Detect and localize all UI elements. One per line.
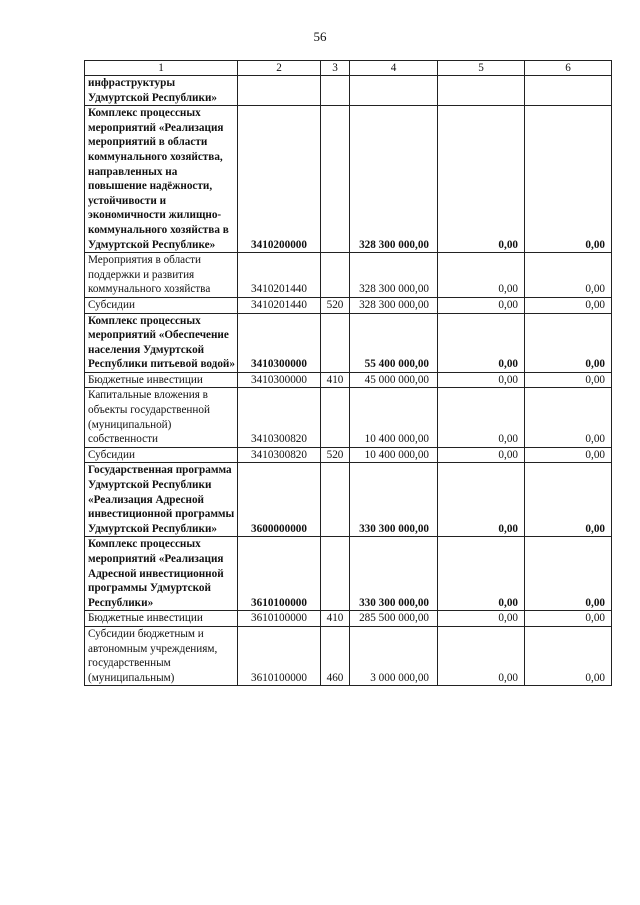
row-expense-type: 410 (321, 372, 350, 388)
row-name: Мероприятия в области поддержки и развития коммунального хозяйства (85, 253, 238, 298)
row-expense-type: 520 (321, 447, 350, 463)
header-col-1: 1 (85, 61, 238, 76)
row-amount-col4: 330 300 000,00 (350, 463, 438, 537)
row-name: инфраструктуры Удмуртской Республики» (85, 76, 238, 106)
row-amount-col5 (438, 76, 525, 106)
row-amount-col4: 328 300 000,00 (350, 297, 438, 313)
row-code: 3610100000 (238, 626, 321, 685)
row-expense-type (321, 388, 350, 447)
table-row (85, 388, 612, 447)
row-amount-col5: 0,00 (438, 626, 525, 685)
table-row (85, 372, 612, 388)
row-name: Государственная программа Удмуртской Республики «Реализация Адресной инвестиционной программы Удмуртской Республики» (85, 463, 238, 537)
row-name: Бюджетные инвестиции (85, 611, 238, 627)
table-row (85, 106, 612, 253)
row-name: Субсидии (85, 447, 238, 463)
header-col-3: 3 (321, 61, 350, 76)
row-amount-col4: 285 500 000,00 (350, 611, 438, 627)
row-code: 3410300820 (238, 388, 321, 447)
row-amount-col4 (350, 76, 438, 106)
row-expense-type (321, 463, 350, 537)
row-name: Субсидии (85, 297, 238, 313)
row-name: Комплекс процессных мероприятий «Реализация Адресной инвестиционной программы Удмуртской Республики» (85, 537, 238, 611)
table-row (85, 76, 612, 106)
row-name: Капитальные вложения в объекты государственной (муниципальной) собственности (85, 388, 238, 447)
table-row (85, 611, 612, 627)
row-amount-col5: 0,00 (438, 463, 525, 537)
row-name: Комплекс процессных мероприятий «Реализация мероприятий в области коммунального хозяйства, направленных на повышение надёжности, устойчивости и экономичности жилищно-коммунального хозяйства в Удмуртской Республике» (85, 106, 238, 253)
row-amount-col6: 0,00 (525, 611, 612, 627)
row-amount-col4: 3 000 000,00 (350, 626, 438, 685)
row-amount-col4: 330 300 000,00 (350, 537, 438, 611)
header-col-4: 4 (350, 61, 438, 76)
header-col-6: 6 (525, 61, 612, 76)
table-row (85, 253, 612, 298)
row-amount-col6: 0,00 (525, 297, 612, 313)
row-code: 3610100000 (238, 537, 321, 611)
row-amount-col5: 0,00 (438, 297, 525, 313)
row-amount-col4: 328 300 000,00 (350, 106, 438, 253)
row-amount-col6: 0,00 (525, 372, 612, 388)
row-amount-col5: 0,00 (438, 447, 525, 463)
row-amount-col4: 45 000 000,00 (350, 372, 438, 388)
row-code: 3410201440 (238, 253, 321, 298)
table-row (85, 447, 612, 463)
row-code: 3610100000 (238, 611, 321, 627)
row-name: Бюджетные инвестиции (85, 372, 238, 388)
row-amount-col6 (525, 76, 612, 106)
row-expense-type (321, 76, 350, 106)
row-expense-type: 410 (321, 611, 350, 627)
header-col-2: 2 (238, 61, 321, 76)
row-amount-col6: 0,00 (525, 463, 612, 537)
table-row (85, 537, 612, 611)
row-amount-col5: 0,00 (438, 106, 525, 253)
row-amount-col6: 0,00 (525, 626, 612, 685)
row-code: 3410300820 (238, 447, 321, 463)
row-amount-col5: 0,00 (438, 372, 525, 388)
row-amount-col5: 0,00 (438, 611, 525, 627)
table-row (85, 297, 612, 313)
row-code: 3410201440 (238, 297, 321, 313)
row-amount-col6: 0,00 (525, 447, 612, 463)
row-expense-type (321, 537, 350, 611)
table-row (85, 463, 612, 537)
row-amount-col6: 0,00 (525, 253, 612, 298)
row-amount-col5: 0,00 (438, 313, 525, 372)
row-amount-col6: 0,00 (525, 388, 612, 447)
table-row (85, 626, 612, 685)
header-col-5: 5 (438, 61, 525, 76)
row-expense-type: 460 (321, 626, 350, 685)
row-name: Комплекс процессных мероприятий «Обеспечение населения Удмуртской Республики питьевой водой» (85, 313, 238, 372)
row-code: 3410200000 (238, 106, 321, 253)
row-amount-col4: 328 300 000,00 (350, 253, 438, 298)
row-amount-col5: 0,00 (438, 388, 525, 447)
row-code: 3600000000 (238, 463, 321, 537)
header-row (85, 61, 612, 76)
row-expense-type: 520 (321, 297, 350, 313)
row-code: 3410300000 (238, 372, 321, 388)
row-code (238, 76, 321, 106)
row-expense-type (321, 106, 350, 253)
row-amount-col6: 0,00 (525, 313, 612, 372)
row-expense-type (321, 253, 350, 298)
row-amount-col4: 10 400 000,00 (350, 447, 438, 463)
row-amount-col6: 0,00 (525, 537, 612, 611)
table-row (85, 313, 612, 372)
row-amount-col5: 0,00 (438, 537, 525, 611)
row-amount-col5: 0,00 (438, 253, 525, 298)
row-amount-col6: 0,00 (525, 106, 612, 253)
row-amount-col4: 10 400 000,00 (350, 388, 438, 447)
row-code: 3410300000 (238, 313, 321, 372)
row-name: Субсидии бюджетным и автономным учреждениям, государственным (муниципальным) (85, 626, 238, 685)
budget-table (84, 60, 612, 686)
row-amount-col4: 55 400 000,00 (350, 313, 438, 372)
row-expense-type (321, 313, 350, 372)
page-number: 56 (313, 29, 327, 44)
